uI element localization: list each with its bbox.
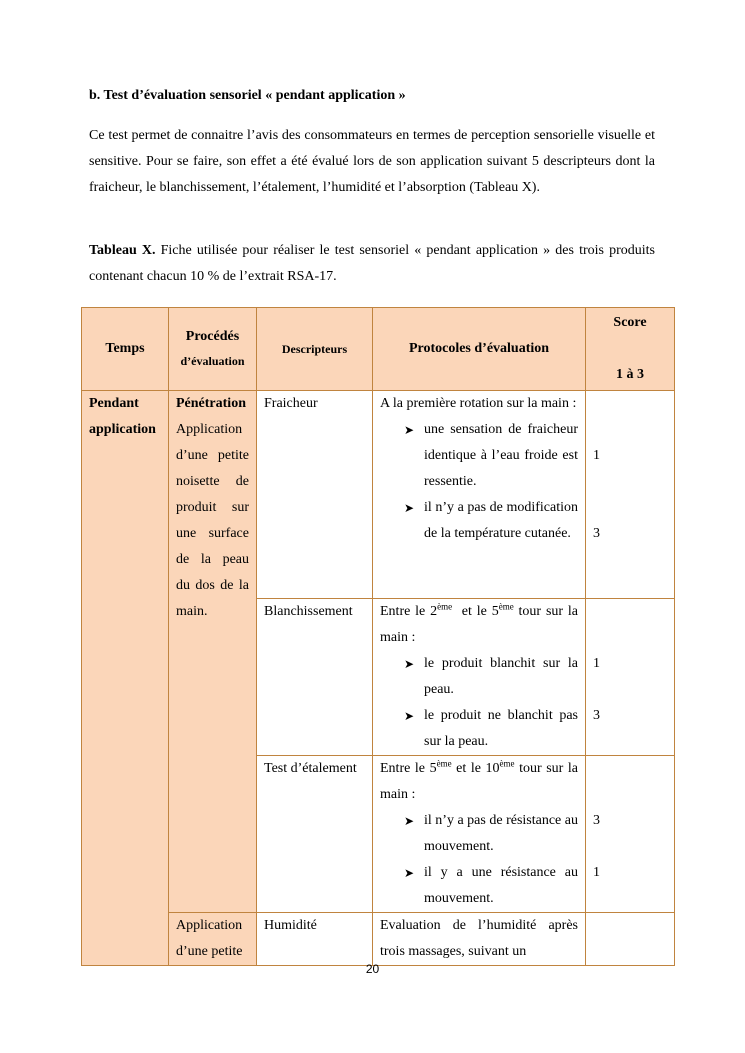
intro-sup: ème xyxy=(498,601,514,612)
table-header-row xyxy=(82,308,675,391)
evaluation-table xyxy=(81,307,675,966)
list-item xyxy=(404,651,578,703)
intro-part: Entre le 2 xyxy=(380,604,438,619)
score-value: 3 xyxy=(593,526,600,541)
descripteur-cell: Fraicheur xyxy=(257,391,373,599)
protocole-intro xyxy=(380,756,578,808)
list-item-text: le produit blanchit sur la peau. xyxy=(424,656,578,697)
header-temps: Temps xyxy=(82,308,169,391)
header-protocoles: Protocoles d’évaluation xyxy=(373,308,586,391)
list-item xyxy=(404,417,578,495)
intro-sup: ème xyxy=(499,758,515,769)
score-value: 3 xyxy=(593,708,600,723)
score-value: 1 xyxy=(593,865,600,880)
table-row xyxy=(82,913,675,966)
descripteur-cell: Humidité xyxy=(257,913,373,966)
intro-part: tour sur la main : xyxy=(380,761,579,802)
descripteur-cell: Test d’étalement xyxy=(257,756,373,913)
intro-part: Entre le 5 xyxy=(380,761,437,776)
header-procedes-line1: Procédés xyxy=(185,329,240,344)
header-score xyxy=(586,308,675,391)
score-cell xyxy=(586,756,675,913)
score-value: 1 xyxy=(593,656,600,671)
protocole-intro xyxy=(380,599,578,651)
descripteur-cell: Blanchissement xyxy=(257,599,373,756)
table-caption-label: Tableau X. xyxy=(89,243,156,258)
header-procedes xyxy=(169,308,257,391)
procede-cell xyxy=(169,391,257,913)
procede-text: Application d’une petite noisette de produit sur une surface de la peau du dos de la main. xyxy=(176,422,249,619)
list-item-text: il n’y a pas de modification de la température cutanée. xyxy=(424,500,578,541)
list-item xyxy=(404,495,578,547)
protocole-cell xyxy=(373,756,586,913)
header-descripteurs: Descripteurs xyxy=(257,308,373,391)
list-item xyxy=(404,703,578,755)
arrow-bullet-icon: ➤ xyxy=(404,814,415,828)
arrow-bullet-icon: ➤ xyxy=(404,709,415,723)
intro-part: et le 5 xyxy=(452,604,499,619)
protocole-cell xyxy=(373,599,586,756)
score-value: 3 xyxy=(593,813,600,828)
arrow-bullet-icon: ➤ xyxy=(404,657,415,671)
intro-sup: ème xyxy=(436,758,452,769)
score-cell xyxy=(586,913,675,966)
header-procedes-line2: d’évaluation xyxy=(180,354,245,368)
list-item-text: une sensation de fraicheur identique à l’eau froide est ressentie. xyxy=(424,422,578,489)
section-heading: b. Test d’évaluation sensoriel « pendant application » xyxy=(89,88,406,103)
list-item-text: le produit ne blanchit pas sur la peau. xyxy=(424,708,578,749)
intro-paragraph: Ce test permet de connaitre l’avis des consommateurs en termes de perception sensorielle visuelle et sensitive. Pour se faire, son effet a été évalué lors de son application suivant 5 descripteurs dont la fraicheur, le blanchissement, l’étalement, l’humidité et l’absorption (Tableau X). xyxy=(89,128,655,195)
protocole-cell xyxy=(373,391,586,599)
procede-title: Pénétration xyxy=(176,396,246,411)
protocole-list xyxy=(380,417,578,547)
temps-cell: Pendant application xyxy=(82,391,169,966)
table-row xyxy=(82,391,675,599)
protocole-list xyxy=(380,808,578,912)
list-item xyxy=(404,860,578,912)
score-cell xyxy=(586,599,675,756)
table-caption-text: Fiche utilisée pour réaliser le test sensoriel « pendant application » des trois produits contenant chacun 10 % de l’extrait RSA-17. xyxy=(89,243,655,284)
header-score-line1: Score xyxy=(613,315,647,330)
score-cell xyxy=(586,391,675,599)
table-caption xyxy=(89,238,655,290)
protocole-list xyxy=(380,651,578,755)
header-score-line2: 1 à 3 xyxy=(616,367,644,382)
intro-part: tour sur la main : xyxy=(380,604,578,645)
arrow-bullet-icon: ➤ xyxy=(404,866,415,880)
protocole-intro: A la première rotation sur la main : xyxy=(380,396,577,411)
arrow-bullet-icon: ➤ xyxy=(404,501,415,515)
page-number: 20 xyxy=(365,962,380,976)
intro-sup: ème xyxy=(437,601,453,612)
score-value: 1 xyxy=(593,448,600,463)
list-item-text: il y a une résistance au mouvement. xyxy=(424,865,578,906)
protocole-cell: Evaluation de l’humidité après trois massages, suivant un xyxy=(373,913,586,966)
intro-part: et le 10 xyxy=(451,761,500,776)
arrow-bullet-icon: ➤ xyxy=(404,423,415,437)
list-item-text: il n’y a pas de résistance au mouvement. xyxy=(424,813,578,854)
procede-cell: Application d’une petite xyxy=(169,913,257,966)
list-item xyxy=(404,808,578,860)
